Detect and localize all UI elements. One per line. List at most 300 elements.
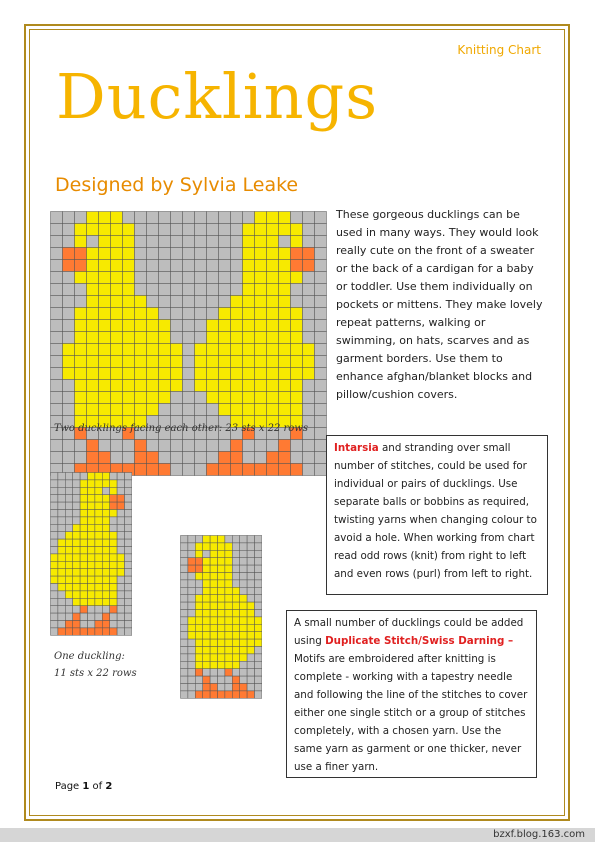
two-stitch-21-15 <box>231 464 243 476</box>
one-b-stitch-15-8 <box>240 647 247 654</box>
two-stitch-10-6 <box>123 332 135 344</box>
duplicate-text: Motifs are embroidered after knitting is complete - working with a tapestry needle and following the line of the stitches to cover either one single stitch or a group of stitches completely, with a chosen yarn. Use the same yarn as garment or one thicker, never use a finer yarn. <box>294 653 528 773</box>
one-b-stitch-19-2 <box>195 676 202 683</box>
one-stitch-10-3 <box>73 547 80 554</box>
one-stitch-3-4 <box>80 495 87 502</box>
two-stitch-11-21 <box>303 344 315 356</box>
two-stitch-3-15 <box>231 248 243 260</box>
one-b-stitch-11-3 <box>203 617 210 624</box>
two-stitch-7-9 <box>159 296 171 308</box>
two-stitch-15-21 <box>303 392 315 404</box>
one-stitch-20-6 <box>95 621 102 628</box>
one-stitch-19-6 <box>95 613 102 620</box>
one-stitch-6-9 <box>117 517 124 524</box>
one-stitch-14-9 <box>117 576 124 583</box>
two-stitch-0-1 <box>63 212 75 224</box>
one-b-stitch-12-5 <box>218 624 225 631</box>
one-stitch-10-7 <box>102 547 109 554</box>
chart-one-duckling-facing <box>180 535 262 699</box>
one-b-stitch-4-5 <box>218 565 225 572</box>
two-stitch-14-21 <box>303 380 315 392</box>
one-stitch-18-4 <box>80 606 87 613</box>
one-stitch-5-2 <box>65 510 72 517</box>
one-stitch-5-0 <box>51 510 58 517</box>
one-b-stitch-2-9 <box>247 550 254 557</box>
one-b-stitch-4-6 <box>225 565 232 572</box>
two-stitch-2-9 <box>159 236 171 248</box>
two-stitch-19-5 <box>111 440 123 452</box>
intro-text: These gorgeous ducklings can be used in many ways. They would look really cute on the front of a sweater or the back of a cardigan for a baby or toddler. Use them individually on pockets or mittens. They make lovely repeat patterns, walking or swimming, on hats, scarves and as garment borders. Use them to enhance afghan/blanket blocks and pillow/cushion covers. <box>336 208 543 401</box>
two-stitch-1-21 <box>303 224 315 236</box>
two-stitch-13-5 <box>111 368 123 380</box>
two-stitch-13-14 <box>219 368 231 380</box>
one-b-stitch-21-2 <box>195 691 202 698</box>
one-stitch-16-8 <box>110 591 117 598</box>
one-b-stitch-0-8 <box>240 536 247 543</box>
two-stitch-2-15 <box>231 236 243 248</box>
two-stitch-11-14 <box>219 344 231 356</box>
caption-one-duckling-size: 11 sts x 22 rows <box>54 668 137 679</box>
one-b-stitch-3-6 <box>225 558 232 565</box>
one-stitch-16-10 <box>125 591 132 598</box>
two-stitch-12-0 <box>51 356 63 368</box>
two-stitch-6-16 <box>243 284 255 296</box>
one-stitch-7-5 <box>88 524 95 531</box>
two-stitch-20-13 <box>207 452 219 464</box>
two-stitch-10-18 <box>267 332 279 344</box>
one-b-stitch-1-1 <box>188 543 195 550</box>
one-b-stitch-9-10 <box>255 602 262 609</box>
two-stitch-20-2 <box>75 452 87 464</box>
one-b-stitch-17-3 <box>203 661 210 668</box>
two-stitch-5-1 <box>63 272 75 284</box>
two-stitch-9-18 <box>267 320 279 332</box>
one-stitch-13-3 <box>73 569 80 576</box>
one-b-stitch-21-9 <box>247 691 254 698</box>
one-stitch-15-0 <box>51 584 58 591</box>
two-stitch-10-1 <box>63 332 75 344</box>
one-stitch-5-7 <box>102 510 109 517</box>
two-stitch-20-1 <box>63 452 75 464</box>
one-stitch-16-0 <box>51 591 58 598</box>
two-stitch-7-2 <box>75 296 87 308</box>
one-b-stitch-7-5 <box>218 587 225 594</box>
two-stitch-11-11 <box>183 344 195 356</box>
two-stitch-9-10 <box>171 320 183 332</box>
two-stitch-4-5 <box>111 260 123 272</box>
two-stitch-16-15 <box>231 404 243 416</box>
one-b-stitch-13-10 <box>255 632 262 639</box>
two-stitch-1-18 <box>267 224 279 236</box>
two-stitch-4-14 <box>219 260 231 272</box>
one-b-stitch-14-2 <box>195 639 202 646</box>
one-b-stitch-4-1 <box>188 565 195 572</box>
two-stitch-4-6 <box>123 260 135 272</box>
one-stitch-7-6 <box>95 524 102 531</box>
one-stitch-12-6 <box>95 561 102 568</box>
one-b-stitch-17-8 <box>240 661 247 668</box>
two-stitch-7-14 <box>219 296 231 308</box>
two-stitch-6-6 <box>123 284 135 296</box>
one-b-stitch-14-5 <box>218 639 225 646</box>
one-stitch-17-4 <box>80 598 87 605</box>
one-b-stitch-17-10 <box>255 661 262 668</box>
two-stitch-3-17 <box>255 248 267 260</box>
two-stitch-1-1 <box>63 224 75 236</box>
one-b-stitch-15-2 <box>195 647 202 654</box>
two-stitch-14-20 <box>291 380 303 392</box>
chart-two-ducklings <box>50 211 327 476</box>
one-b-stitch-18-10 <box>255 669 262 676</box>
two-stitch-4-11 <box>183 260 195 272</box>
one-stitch-21-6 <box>95 628 102 635</box>
one-stitch-9-8 <box>110 539 117 546</box>
two-stitch-19-22 <box>315 440 327 452</box>
two-stitch-21-11 <box>183 464 195 476</box>
two-stitch-14-3 <box>87 380 99 392</box>
header-label: Knitting Chart <box>457 43 541 57</box>
one-b-stitch-11-7 <box>232 617 239 624</box>
one-b-stitch-12-0 <box>181 624 188 631</box>
one-stitch-17-9 <box>117 598 124 605</box>
one-stitch-18-6 <box>95 606 102 613</box>
two-stitch-9-8 <box>147 320 159 332</box>
two-stitch-14-0 <box>51 380 63 392</box>
one-b-stitch-10-3 <box>203 610 210 617</box>
two-stitch-10-12 <box>195 332 207 344</box>
one-b-stitch-9-3 <box>203 602 210 609</box>
one-stitch-4-1 <box>58 502 65 509</box>
one-b-stitch-4-4 <box>210 565 217 572</box>
two-stitch-4-21 <box>303 260 315 272</box>
two-stitch-6-1 <box>63 284 75 296</box>
two-stitch-5-22 <box>315 272 327 284</box>
two-stitch-20-19 <box>279 452 291 464</box>
one-b-stitch-9-9 <box>247 602 254 609</box>
one-b-stitch-6-3 <box>203 580 210 587</box>
one-b-stitch-6-8 <box>240 580 247 587</box>
one-b-stitch-19-7 <box>232 676 239 683</box>
page-number <box>55 781 112 792</box>
two-stitch-3-13 <box>207 248 219 260</box>
one-stitch-15-5 <box>88 584 95 591</box>
two-stitch-15-17 <box>255 392 267 404</box>
one-stitch-15-10 <box>125 584 132 591</box>
one-b-stitch-3-4 <box>210 558 217 565</box>
two-stitch-16-14 <box>219 404 231 416</box>
two-stitch-12-16 <box>243 356 255 368</box>
two-stitch-14-17 <box>255 380 267 392</box>
one-b-stitch-15-6 <box>225 647 232 654</box>
one-stitch-13-4 <box>80 569 87 576</box>
two-stitch-3-1 <box>63 248 75 260</box>
two-stitch-18-22 <box>315 428 327 440</box>
one-stitch-3-0 <box>51 495 58 502</box>
two-stitch-15-0 <box>51 392 63 404</box>
two-stitch-5-16 <box>243 272 255 284</box>
two-stitch-15-8 <box>147 392 159 404</box>
two-stitch-3-7 <box>135 248 147 260</box>
two-stitch-7-17 <box>255 296 267 308</box>
two-stitch-0-5 <box>111 212 123 224</box>
two-stitch-15-5 <box>111 392 123 404</box>
two-stitch-6-17 <box>255 284 267 296</box>
one-stitch-0-5 <box>88 473 95 480</box>
two-stitch-13-10 <box>171 368 183 380</box>
two-stitch-1-5 <box>111 224 123 236</box>
one-b-stitch-8-7 <box>232 595 239 602</box>
two-stitch-7-19 <box>279 296 291 308</box>
one-stitch-12-4 <box>80 561 87 568</box>
one-b-stitch-16-8 <box>240 654 247 661</box>
one-stitch-20-1 <box>58 621 65 628</box>
one-b-stitch-21-8 <box>240 691 247 698</box>
one-stitch-21-1 <box>58 628 65 635</box>
one-stitch-0-7 <box>102 473 109 480</box>
one-stitch-4-5 <box>88 502 95 509</box>
one-stitch-11-6 <box>95 554 102 561</box>
one-stitch-4-4 <box>80 502 87 509</box>
one-b-stitch-9-0 <box>181 602 188 609</box>
one-stitch-21-4 <box>80 628 87 635</box>
one-stitch-15-8 <box>110 584 117 591</box>
two-stitch-14-12 <box>195 380 207 392</box>
two-stitch-6-4 <box>99 284 111 296</box>
two-stitch-9-1 <box>63 320 75 332</box>
one-b-stitch-13-7 <box>232 632 239 639</box>
two-stitch-1-4 <box>99 224 111 236</box>
one-b-stitch-0-10 <box>255 536 262 543</box>
one-stitch-7-1 <box>58 524 65 531</box>
one-b-stitch-12-2 <box>195 624 202 631</box>
one-b-stitch-3-9 <box>247 558 254 565</box>
chart-two-svg <box>50 211 327 476</box>
one-b-stitch-11-6 <box>225 617 232 624</box>
one-stitch-14-7 <box>102 576 109 583</box>
one-stitch-21-0 <box>51 628 58 635</box>
one-stitch-3-6 <box>95 495 102 502</box>
two-stitch-9-13 <box>207 320 219 332</box>
two-stitch-11-5 <box>111 344 123 356</box>
one-stitch-10-10 <box>125 547 132 554</box>
two-stitch-11-8 <box>147 344 159 356</box>
one-stitch-2-9 <box>117 487 124 494</box>
one-stitch-13-0 <box>51 569 58 576</box>
one-stitch-9-2 <box>65 539 72 546</box>
one-stitch-18-9 <box>117 606 124 613</box>
two-stitch-8-5 <box>111 308 123 320</box>
two-stitch-0-3 <box>87 212 99 224</box>
one-stitch-5-1 <box>58 510 65 517</box>
two-stitch-8-7 <box>135 308 147 320</box>
one-stitch-2-0 <box>51 487 58 494</box>
two-stitch-9-19 <box>279 320 291 332</box>
two-stitch-1-2 <box>75 224 87 236</box>
one-stitch-19-4 <box>80 613 87 620</box>
current-page: 1 <box>82 781 90 792</box>
two-stitch-6-12 <box>195 284 207 296</box>
two-stitch-3-19 <box>279 248 291 260</box>
one-stitch-16-5 <box>88 591 95 598</box>
one-b-stitch-12-7 <box>232 624 239 631</box>
one-b-stitch-8-10 <box>255 595 262 602</box>
one-b-stitch-16-1 <box>188 654 195 661</box>
one-b-stitch-10-8 <box>240 610 247 617</box>
two-stitch-4-9 <box>159 260 171 272</box>
one-stitch-5-3 <box>73 510 80 517</box>
one-stitch-20-5 <box>88 621 95 628</box>
two-stitch-3-0 <box>51 248 63 260</box>
one-stitch-19-0 <box>51 613 58 620</box>
two-stitch-0-22 <box>315 212 327 224</box>
two-stitch-6-9 <box>159 284 171 296</box>
two-stitch-16-8 <box>147 404 159 416</box>
one-stitch-19-1 <box>58 613 65 620</box>
two-stitch-12-4 <box>99 356 111 368</box>
two-stitch-16-0 <box>51 404 63 416</box>
one-b-stitch-16-5 <box>218 654 225 661</box>
one-b-stitch-20-0 <box>181 684 188 691</box>
one-b-stitch-14-3 <box>203 639 210 646</box>
one-stitch-10-6 <box>95 547 102 554</box>
one-stitch-4-7 <box>102 502 109 509</box>
one-b-stitch-7-0 <box>181 587 188 594</box>
one-stitch-6-5 <box>88 517 95 524</box>
two-stitch-12-3 <box>87 356 99 368</box>
one-stitch-18-10 <box>125 606 132 613</box>
two-stitch-0-7 <box>135 212 147 224</box>
one-stitch-21-7 <box>102 628 109 635</box>
two-stitch-21-18 <box>267 464 279 476</box>
one-stitch-6-0 <box>51 517 58 524</box>
one-b-stitch-16-6 <box>225 654 232 661</box>
two-stitch-1-10 <box>171 224 183 236</box>
one-b-stitch-17-2 <box>195 661 202 668</box>
one-b-stitch-18-2 <box>195 669 202 676</box>
one-stitch-8-10 <box>125 532 132 539</box>
one-b-stitch-13-6 <box>225 632 232 639</box>
one-b-stitch-18-0 <box>181 669 188 676</box>
one-b-stitch-16-3 <box>203 654 210 661</box>
one-b-stitch-20-4 <box>210 684 217 691</box>
two-stitch-13-0 <box>51 368 63 380</box>
one-stitch-3-8 <box>110 495 117 502</box>
two-stitch-12-1 <box>63 356 75 368</box>
one-stitch-1-2 <box>65 480 72 487</box>
one-stitch-19-8 <box>110 613 117 620</box>
two-stitch-0-12 <box>195 212 207 224</box>
two-stitch-2-21 <box>303 236 315 248</box>
two-stitch-13-4 <box>99 368 111 380</box>
two-stitch-19-8 <box>147 440 159 452</box>
one-b-stitch-7-10 <box>255 587 262 594</box>
two-stitch-2-10 <box>171 236 183 248</box>
two-stitch-10-22 <box>315 332 327 344</box>
one-b-stitch-6-10 <box>255 580 262 587</box>
one-b-stitch-10-5 <box>218 610 225 617</box>
one-b-stitch-5-9 <box>247 573 254 580</box>
one-stitch-13-6 <box>95 569 102 576</box>
two-stitch-16-21 <box>303 404 315 416</box>
one-b-stitch-14-10 <box>255 639 262 646</box>
one-b-stitch-4-10 <box>255 565 262 572</box>
one-stitch-8-9 <box>117 532 124 539</box>
two-stitch-19-6 <box>123 440 135 452</box>
one-b-stitch-21-10 <box>255 691 262 698</box>
two-stitch-1-17 <box>255 224 267 236</box>
two-stitch-11-6 <box>123 344 135 356</box>
two-stitch-8-0 <box>51 308 63 320</box>
one-b-stitch-11-10 <box>255 617 262 624</box>
one-stitch-2-5 <box>88 487 95 494</box>
one-stitch-10-8 <box>110 547 117 554</box>
one-stitch-10-1 <box>58 547 65 554</box>
two-stitch-16-11 <box>183 404 195 416</box>
one-stitch-3-9 <box>117 495 124 502</box>
one-stitch-1-1 <box>58 480 65 487</box>
caption-one-duckling-title: One duckling: <box>54 651 125 662</box>
one-stitch-1-3 <box>73 480 80 487</box>
one-b-stitch-8-3 <box>203 595 210 602</box>
one-stitch-4-9 <box>117 502 124 509</box>
two-stitch-0-10 <box>171 212 183 224</box>
two-stitch-21-16 <box>243 464 255 476</box>
two-stitch-1-13 <box>207 224 219 236</box>
two-stitch-12-6 <box>123 356 135 368</box>
one-b-stitch-14-0 <box>181 639 188 646</box>
two-stitch-5-2 <box>75 272 87 284</box>
one-b-stitch-16-9 <box>247 654 254 661</box>
one-stitch-16-4 <box>80 591 87 598</box>
two-stitch-7-11 <box>183 296 195 308</box>
two-stitch-2-20 <box>291 236 303 248</box>
one-stitch-8-5 <box>88 532 95 539</box>
two-stitch-6-18 <box>267 284 279 296</box>
two-stitch-8-21 <box>303 308 315 320</box>
two-stitch-10-21 <box>303 332 315 344</box>
two-stitch-7-22 <box>315 296 327 308</box>
one-b-stitch-1-10 <box>255 543 262 550</box>
two-stitch-12-11 <box>183 356 195 368</box>
one-stitch-2-2 <box>65 487 72 494</box>
one-b-stitch-0-5 <box>218 536 225 543</box>
two-stitch-8-18 <box>267 308 279 320</box>
one-b-stitch-1-5 <box>218 543 225 550</box>
one-b-stitch-15-9 <box>247 647 254 654</box>
two-stitch-8-8 <box>147 308 159 320</box>
one-b-stitch-4-7 <box>232 565 239 572</box>
two-stitch-11-9 <box>159 344 171 356</box>
one-b-stitch-7-8 <box>240 587 247 594</box>
two-stitch-12-14 <box>219 356 231 368</box>
one-stitch-20-7 <box>102 621 109 628</box>
one-b-stitch-5-8 <box>240 573 247 580</box>
two-stitch-5-10 <box>171 272 183 284</box>
two-stitch-0-11 <box>183 212 195 224</box>
one-b-stitch-16-10 <box>255 654 262 661</box>
one-b-stitch-0-0 <box>181 536 188 543</box>
two-stitch-20-18 <box>267 452 279 464</box>
two-stitch-15-20 <box>291 392 303 404</box>
one-b-stitch-20-9 <box>247 684 254 691</box>
two-stitch-7-5 <box>111 296 123 308</box>
two-stitch-10-13 <box>207 332 219 344</box>
one-stitch-16-2 <box>65 591 72 598</box>
two-stitch-5-6 <box>123 272 135 284</box>
one-stitch-17-8 <box>110 598 117 605</box>
two-stitch-0-14 <box>219 212 231 224</box>
two-stitch-6-19 <box>279 284 291 296</box>
